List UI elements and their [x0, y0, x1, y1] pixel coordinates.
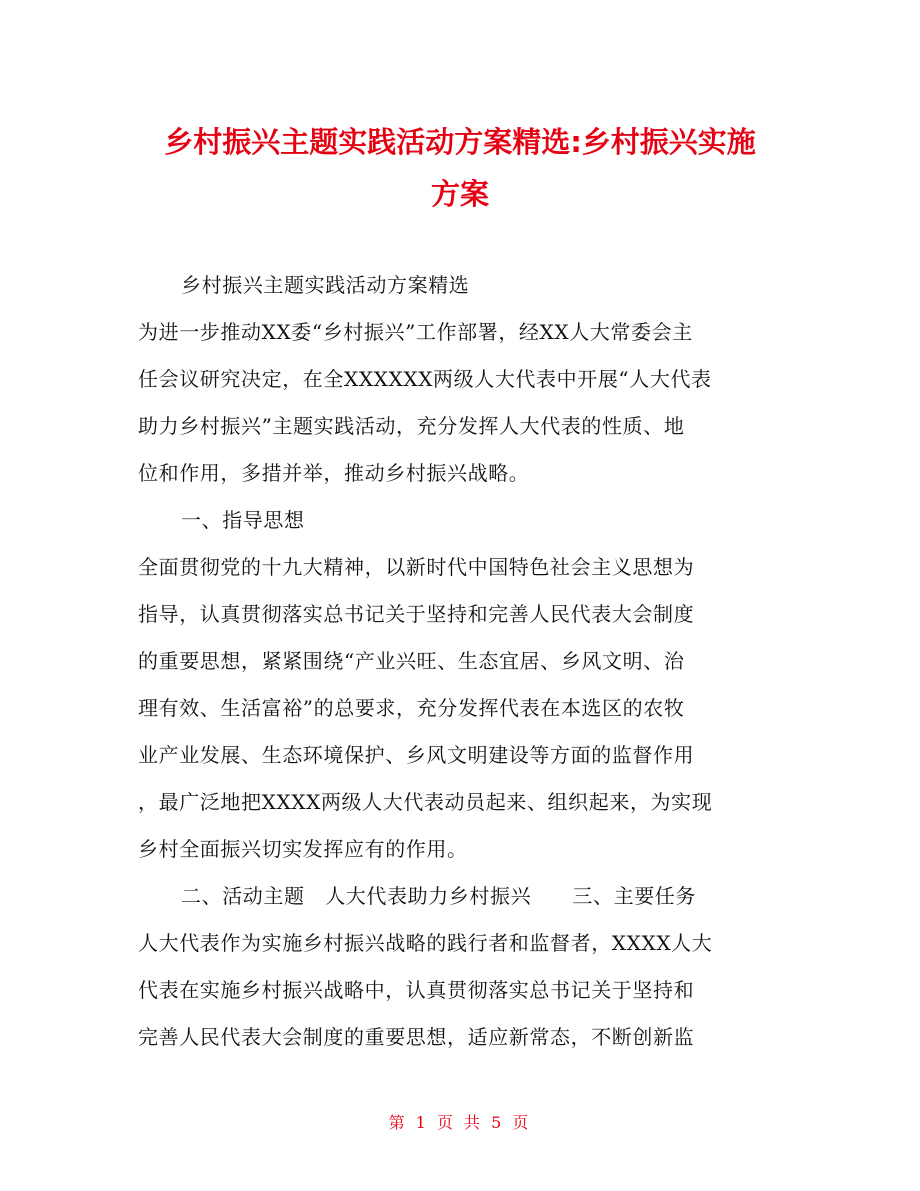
- body-line: 理有效、生活富裕”的总要求，充分发挥代表在本选区的农牧: [138, 696, 685, 720]
- document-title-line-2: 方案: [430, 177, 489, 211]
- subtitle-paragraph: 乡村振兴主题实践活动方案精选: [181, 273, 470, 297]
- body-line: 全面贯彻党的十九大精神，以新时代中国特色社会主义思想为: [138, 555, 695, 579]
- body-line: 完善人民代表大会制度的重要思想，适应新常态，不断创新监: [138, 1025, 695, 1049]
- body-line: 助力乡村振兴”主题实践活动，充分发挥人大代表的性质、地: [138, 414, 685, 438]
- section-heading-2-3: 二、活动主题 人大代表助力乡村振兴 三、主要任务: [181, 884, 696, 908]
- section-heading-1: 一、指导思想: [181, 508, 305, 532]
- body-line: 乡村全面振兴切实发挥应有的作用。: [138, 837, 468, 861]
- body-line: ，最广泛地把XXXX两级人大代表动员起来、组织起来，为实现: [138, 790, 713, 814]
- body-line: 业产业发展、生态环境保护、乡风文明建设等方面的监督作用: [138, 743, 695, 767]
- body-line: 指导，认真贯彻落实总书记关于坚持和完善人民代表大会制度: [138, 602, 695, 626]
- document-title-line-1: 乡村振兴主题实践活动方案精选:乡村振兴实施: [164, 125, 756, 159]
- page-footer: 第 1 页 共 5 页: [388, 1113, 532, 1132]
- body-line: 位和作用，多措并举，推动乡村振兴战略。: [138, 461, 530, 485]
- body-line: 任会议研究决定，在全XXXXXX两级人大代表中开展“人大代表: [138, 367, 712, 391]
- body-line: 的重要思想，紧紧围绕“产业兴旺、生态宜居、乡风文明、治: [138, 649, 685, 673]
- body-line: 人大代表作为实施乡村振兴战略的践行者和监督者，XXXX人大: [138, 931, 713, 955]
- body-line: 代表在实施乡村振兴战略中，认真贯彻落实总书记关于坚持和: [138, 978, 695, 1002]
- body-line: 为进一步推动XX委“乡村振兴”工作部署，经XX人大常委会主: [138, 320, 693, 344]
